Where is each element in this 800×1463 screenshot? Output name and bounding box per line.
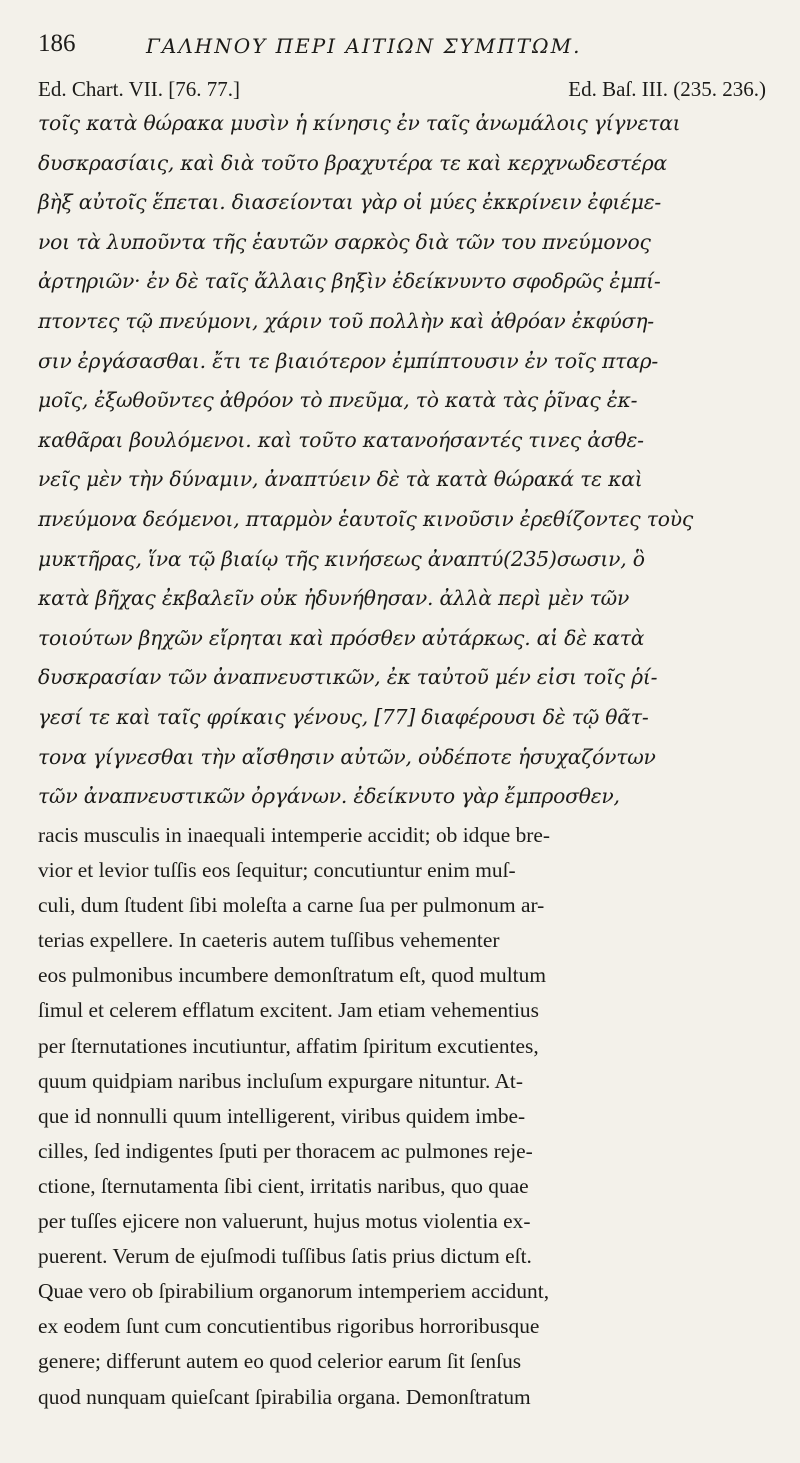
latin-line: per tuſſes ejicere non valuerunt, hujus motus violentia ex- — [38, 1209, 531, 1234]
greek-line: ἀρτηριῶν· ἐν δὲ ταῖς ἄλλαις βηξὶν ἐδείκνυντο σφοδρῶς ἐμπί- — [38, 269, 661, 294]
latin-line: ctione, ſternutamenta ſibi cient, irritatis naribus, quo quae — [38, 1173, 529, 1198]
latin-line: quod nunquam quieſcant ſpirabilia organa. Demonſtratum — [38, 1384, 531, 1409]
greek-line: πνεύμονα δεόμενοι, πταρμὸν ἑαυτοῖς κινοῦσιν ἐρεθίζοντες τοὺς — [38, 506, 694, 531]
greek-text-block — [38, 104, 768, 817]
latin-line: racis musculis in inaequali intemperie accidit; ob idque bre- — [38, 823, 551, 847]
greek-line: καθᾶραι βουλόμενοι. καὶ τοῦτο κατανοήσαντές τινες ἀσθε- — [38, 427, 644, 452]
latin-line: genere; differunt autem eo quod celerior earum ſit ſenſus — [38, 1349, 522, 1374]
greek-line: τονα γίγνεσθαι τὴν αἴσθησιν αὐτῶν, οὐδέποτε ἡσυχαζόντων — [38, 744, 656, 769]
latin-line: eos pulmonibus incumbere demonſtratum eſt, quod multum — [38, 963, 546, 988]
page-number: 186 — [38, 30, 76, 57]
latin-line: quum quidpiam naribus incluſum expurgare nituntur. At- — [38, 1068, 523, 1093]
greek-line: μυκτῆρας, ἵνα τῷ βιαίῳ τῆς κινήσεως ἀναπτύ(235)σωσιν, ὃ — [38, 546, 645, 571]
show-through-bleed — [30, 778, 770, 804]
greek-line: τοῖς κατὰ θώρακα μυσὶν ἡ κίνησις ἐν ταῖς ἀνωμάλοις γίγνεται — [38, 111, 681, 135]
greek-line: τῶν ἀναπνευστικῶν ὀργάνων. ἐδείκνυτο γὰρ ἔμπροσθεν, — [38, 784, 620, 809]
latin-line: vior et levior tuſſis eos ſequitur; concutiuntur enim muſ- — [38, 858, 516, 883]
greek-line: κατὰ βῆχας ἐκβαλεῖν οὐκ ἠδυνήθησαν. ἀλλὰ περὶ μὲν τῶν — [38, 586, 630, 611]
edition-basel: Ed. Baſ. III. (235. 236.) — [568, 77, 766, 101]
greek-line: τοιούτων βηχῶν εἴρηται καὶ πρόσθεν αὐτάρκως. αἱ δὲ κατὰ — [38, 625, 645, 650]
running-title: ΓΑΛΗΝΟΥ ΠΕΡΙ ΑΙΤΙΩΝ ΣΥΜΠΤΩΜ. — [146, 34, 582, 58]
greek-line: νεῖς μὲν τὴν δύναμιν, ἀναπτύειν δὲ τὰ κατὰ θώρακά τε καὶ — [38, 467, 643, 492]
greek-line: σιν ἐργάσασθαι. ἔτι τε βιαιότερον ἐμπίπτουσιν ἐν τοῖς πταρ- — [38, 348, 659, 373]
header-row — [38, 30, 768, 64]
latin-line: per ſternutationes incutiuntur, affatim ſpiritum excutientes, — [38, 1033, 539, 1058]
latin-line: que id nonnulli quum intelligerent, viribus quidem imbe- — [38, 1103, 526, 1128]
latin-line: ſimul et celerem efflatum excitent. Jam etiam vehementius — [38, 998, 539, 1023]
greek-line: γεσί τε καὶ ταῖς φρίκαις γένους, [77] διαφέρουσι δὲ τῷ θᾶτ- — [38, 704, 649, 729]
latin-line: Quae vero ob ſpirabilium organorum intemperiem accidunt, — [38, 1279, 550, 1304]
latin-line: puerent. Verum de ejuſmodi tuſſibus ſatis prius dictum eſt. — [38, 1244, 532, 1269]
greek-line: βὴξ αὐτοῖς ἕπεται. διασείονται γὰρ οἱ μύες ἐκκρίνειν ἐφιέμε- — [38, 190, 662, 215]
latin-line: culi, dum ſtudent ſibi moleſta a carne ſua per pulmonum ar- — [38, 893, 545, 918]
greek-line: νοι τὰ λυποῦντα τῆς ἑαυτῶν σαρκὸς διὰ τῶν του πνεύμονος — [38, 229, 651, 254]
latin-text-block — [38, 818, 768, 1415]
greek-line: μοῖς, ἐξωθοῦντες ἀθρόον τὸ πνεῦμα, τὸ κατὰ τὰς ῥῖνας ἐκ- — [38, 388, 638, 413]
latin-line: ex eodem ſunt cum concutientibus rigoribus horroribusque — [38, 1314, 540, 1339]
greek-line: δυσκρασίαις, καὶ διὰ τοῦτο βραχυτέρα τε καὶ κερχνωδεστέρα — [38, 150, 667, 175]
edition-chartier: Ed. Chart. VII. [76. 77.] — [38, 77, 240, 101]
edition-references — [38, 77, 766, 107]
latin-line: terias expellere. In caeteris autem tuſſibus vehementer — [38, 928, 500, 953]
latin-line: cilles, ſed indigentes ſputi per thoracem ac pulmones reje- — [38, 1138, 533, 1163]
greek-line: πτοντες τῷ πνεύμονι, χάριν τοῦ πολλὴν καὶ ἀθρόαν ἐκφύση- — [38, 308, 654, 333]
greek-line: δυσκρασίαν τῶν ἀναπνευστικῶν, ἐκ ταὐτοῦ μέν εἰσι τοῖς ῥί- — [38, 665, 658, 690]
